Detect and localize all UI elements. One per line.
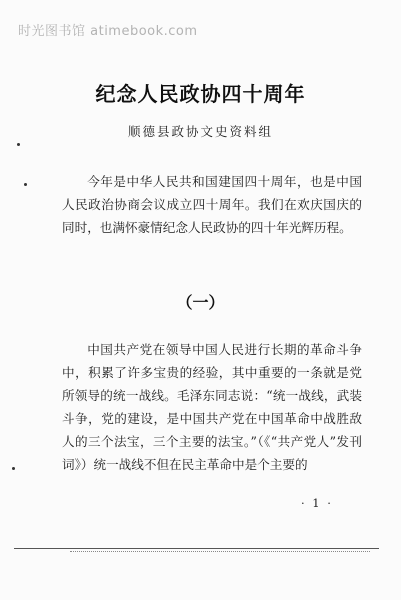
paragraph-intro: 今年是中华人民共和国建国四十周年，也是中国人民政治协商会议成立四十周年。我们在欢庆国庆的同时，也满怀豪情纪念人民政协的四十年光辉历程。 [62,174,362,235]
page-number: · 1 · [301,496,333,510]
section-heading: （一） [176,293,225,312]
scan-speck [24,183,27,186]
paragraph-body: 中国共产党在领导中国人民进行长期的革命斗争中，积累了许多宝贵的经验，其中重要的一条就是党所领导的统一战线。毛泽东同志说：“统一战线，武装斗争，党的建设，是中国共产党在中国革命中战胜敌人的三个法宝，三个主要的法宝。”（《“共产党人”发刊词》）统一战线不但在民主革命中是个主要的 [62,342,362,472]
scan-speck [17,143,20,146]
author-line: 顺德县政协文史资料组 [127,124,273,139]
footer-rule [14,548,379,549]
page-title: 纪念人民政协四十周年 [95,82,306,106]
footer-rule-dotted [70,551,370,552]
watermark-text: 时光图书馆 atimebook.com [18,24,198,39]
scan-speck [12,467,15,470]
